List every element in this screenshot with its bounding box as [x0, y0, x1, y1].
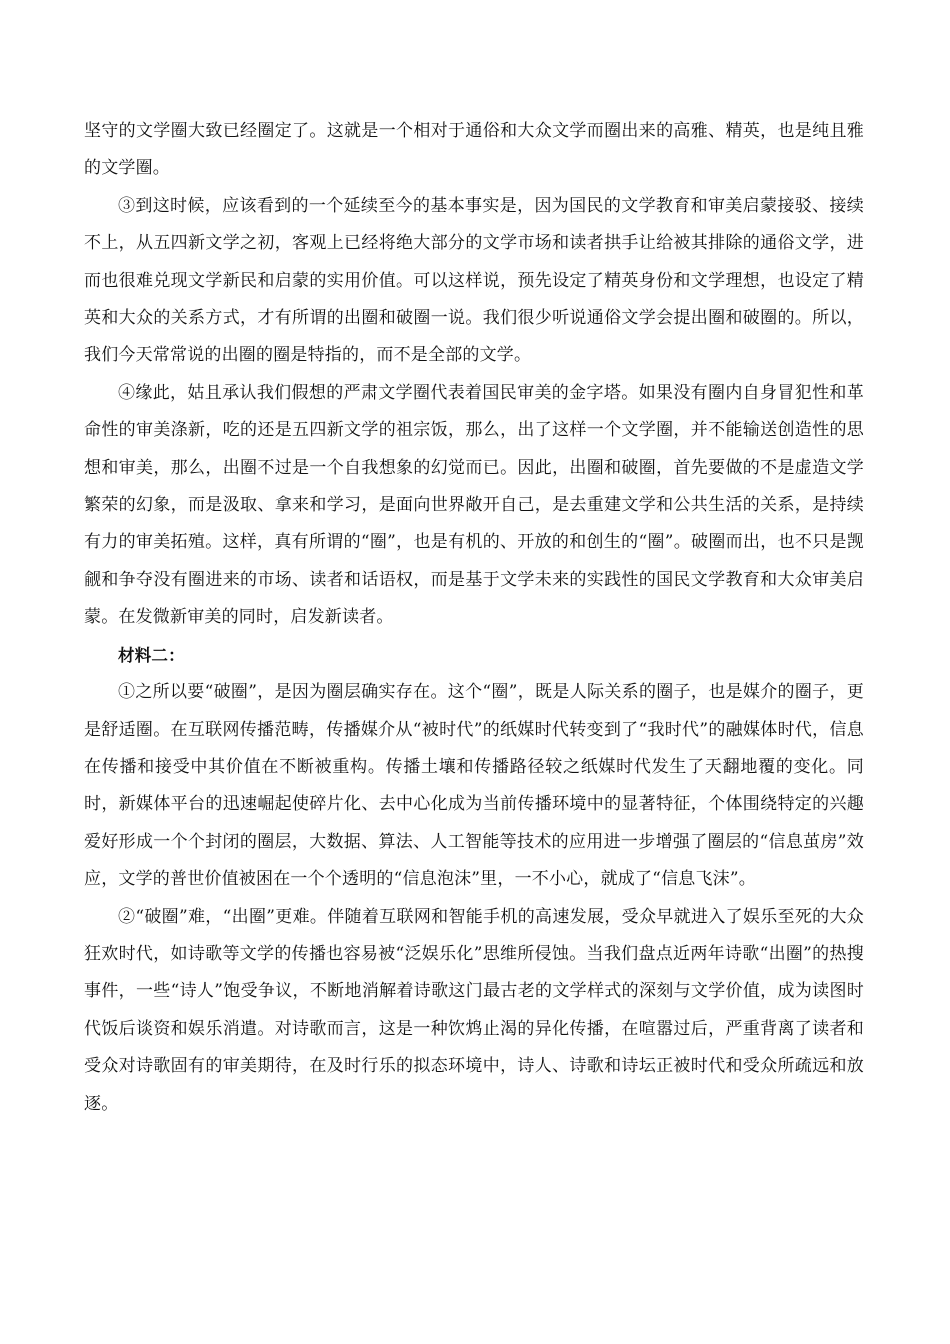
- section-heading-material-two: 材料二：: [118, 645, 185, 665]
- material-two-paragraph-2: ②“破圈”难，“出圈”更难。伴随着互联网和智能手机的高速发展，受众早就进入了娱乐至死的大众狂欢时代，如诗歌等文学的传播也容易被“泛娱乐化”思维所侵蚀。当我们盘点近两年诗歌“出圈”的热搜事件，一些“诗人”饱受争议，不断地消解着诗歌这门最古老的文学样式的深刻与文学价值，成为读图时代饭后谈资和娱乐消遣。对诗歌而言，这是一种饮鸩止渴的异化传播，在喧嚣过后，严重背离了读者和受众对诗歌固有的审美期待，在及时行乐的拟态环境中，诗人、诗歌和诗坛正被时代和受众所疏远和放逐。: [84, 906, 864, 1114]
- paragraph-3: ③到这时候，应该看到的一个延续至今的基本事实是，因为国民的文学教育和审美启蒙接驳、接续不上，从五四新文学之初，客观上已经将绝大部分的文学市场和读者拱手让给被其排除的通俗文学，进而也很难兑现文学新民和启蒙的实用价值。可以这样说，预先设定了精英身份和文学理想，也设定了精英和大众的关系方式，才有所谓的出圈和破圈一说。我们很少听说通俗文学会提出圈和破圈的。所以，我们今天常常说的出圈的圈是特指的，而不是全部的文学。: [84, 195, 864, 366]
- paragraph-continuation: 坚守的文学圈大致已经圈定了。这就是一个相对于通俗和大众文学而圈出来的高雅、精英，也是纯且雅的文学圈。: [84, 121, 864, 179]
- material-two-paragraph-1: ①之所以要“破圈”，是因为圈层确实存在。这个“圈”，既是人际关系的圈子，也是媒介的圈子，更是舒适圈。在互联网传播范畴，传播媒介从“被时代”的纸媒时代转变到了“我时代”的融媒体时代，信息在传播和接受中其价值在不断被重构。传播土壤和传播路径较之纸媒时代发生了天翻地覆的变化。同时，新媒体平台的迅速崛起使碎片化、去中心化成为当前传播环境中的显著特征，个体围绕特定的兴趣爱好形成一个个封闭的圈层，大数据、算法、人工智能等技术的应用进一步增强了圈层的“信息茧房”效应，文学的普世价值被困在一个个透明的“信息泡沫”里，一不小心，就成了“信息飞沫”。: [84, 682, 864, 890]
- paragraph-4: ④缘此，姑且承认我们假想的严肃文学圈代表着国民审美的金字塔。如果没有圈内自身冒犯性和革命性的审美涤新，吃的还是五四新文学的祖宗饭，那么，出了这样一个文学圈，并不能输送创造性的思想和审美，那么，出圈不过是一个自我想象的幻觉而已。因此，出圈和破圈，首先要做的不是虚造文学繁荣的幻象，而是汲取、拿来和学习，是面向世界敞开自己，是去重建文学和公共生活的关系，是持续有力的审美拓殖。这样，真有所谓的“圈”，也是有机的、开放的和创生的“圈”。破圈而出，也不只是觊觎和争夺没有圈进来的市场、读者和话语权，而是基于文学未来的实践性的国民文学教育和大众审美启蒙。在发微新审美的同时，启发新读者。: [84, 382, 864, 628]
- document-page: [84, 113, 864, 1123]
